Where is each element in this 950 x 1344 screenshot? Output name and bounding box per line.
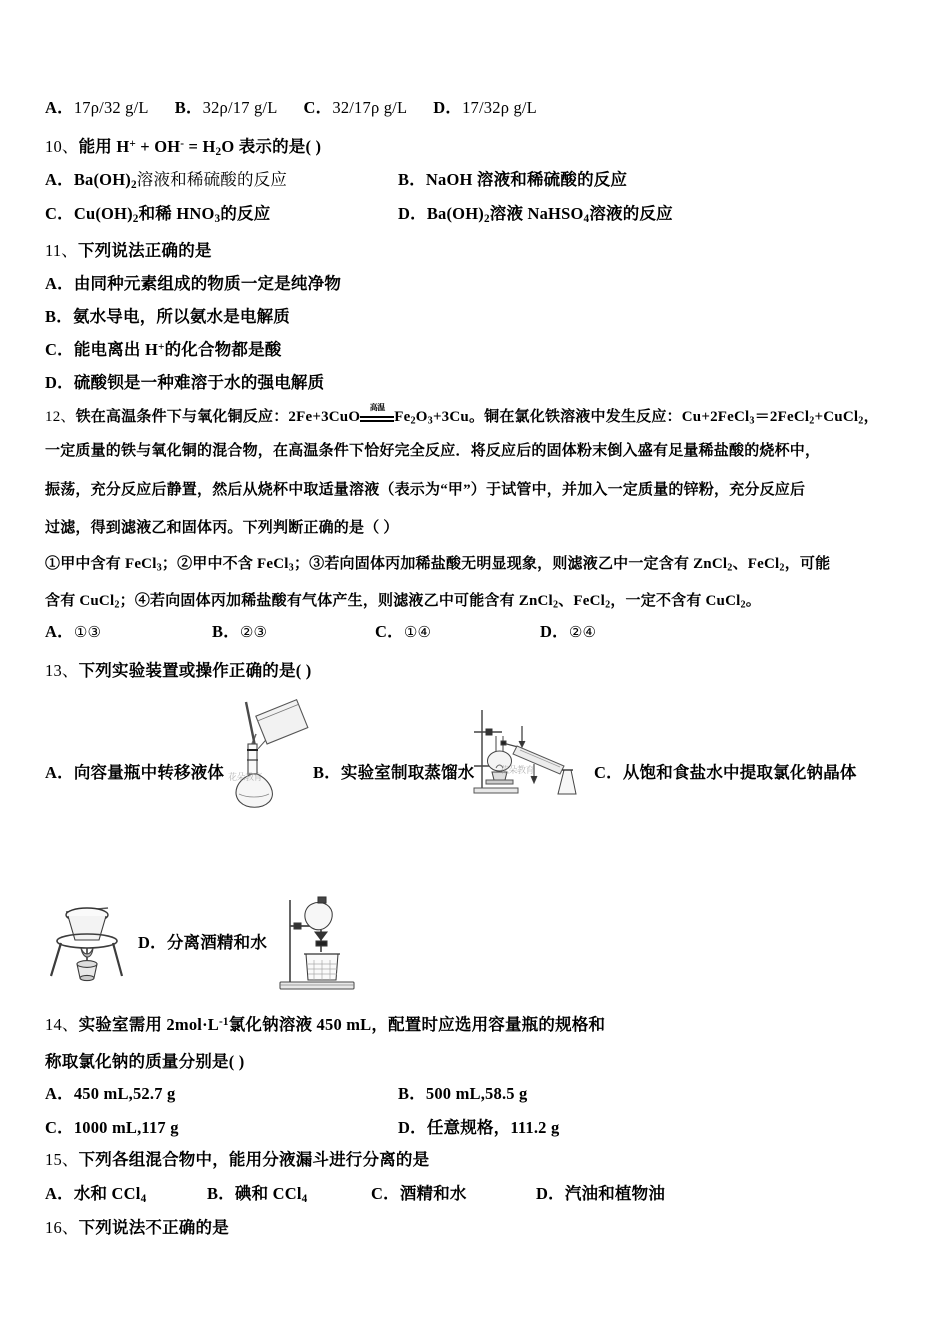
q11-stem [45,243,212,260]
q10-option-d-text1: Ba(OH) [426,204,484,223]
q10-option-b-text: NaOH 溶液和稀硫酸的反应 [425,170,628,189]
figure-volumetric-flask-transfer [222,698,314,813]
q14-option-d-text: 任意规格，111.2 g [426,1118,560,1137]
q13-option-b-text: 实验室制取蒸馏水 [340,763,475,782]
q15-option-b-label: B． [207,1184,235,1203]
q12-option-a-label: A． [45,622,74,641]
q10-option-c-text3: 的反应 [220,204,271,223]
q14-option-a-text: 450 mL,52.7 g [73,1084,176,1103]
q9-option-d-text: 17/32ρ g/L [462,98,537,117]
q14-number: 14、 [45,1015,79,1035]
q10-option-d-sub2: 4 [583,212,590,225]
q15-stem-text: 下列各组混合物中，能用分液漏斗进行分离的是 [78,1150,430,1169]
q12-line6-d: ，一定不含有 CuCl [610,593,741,609]
q13-option-d [138,935,267,952]
q10-sub-2: 2 [215,145,222,158]
q12-line1-f: +CuCl [814,409,859,425]
q11-option-b-text: 氨水导电，所以氨水是电解质 [72,307,291,326]
q11-option-a [45,276,341,293]
q12-stem-line1 [45,403,879,427]
q14-line2-text: 称取氯化钠的质量分别是( ) [45,1052,245,1071]
q15-option-b-text: 碘和 CCl [234,1184,302,1203]
q15-option-b-sub: 4 [301,1192,308,1205]
q12-line5-c-sub: 2 [727,562,733,574]
q10-option-b [398,172,627,189]
q11-stem-text: 下列说法正确的是 [78,241,212,260]
q10-stem-mid: + OH [135,137,181,157]
q12-line1-e: ＝2FeCl [754,409,810,425]
q12-line5-a-sub: 3 [156,562,162,574]
q13-option-c-label: C． [594,763,623,782]
q10-stem [45,139,321,158]
q14-option-d [398,1120,559,1137]
q12-line6-c: 、FeCl [558,593,606,609]
q12-line1-a: 铁在高温条件下与氧化铜反应：2Fe+3CuO [75,409,361,425]
q12-line5-d-sub: 2 [779,562,785,574]
q12-line1-e-sub: 2 [809,415,815,427]
q12-stem-line3 [45,483,805,498]
q13-stem [45,663,311,680]
figure-evaporating-dish-tripod [48,898,128,988]
q13-stem-text: 下列实验装置或操作正确的是( ) [78,661,312,680]
q11-number: 11、 [45,241,78,260]
q12-line5-a: ①甲中含有 FeCl [45,556,157,572]
q14-line1-b: 氯化钠溶液 450 mL，配置时应选用容量瓶的规格和 [228,1015,606,1035]
q15-stem [45,1152,429,1169]
q11-option-c-sup: + [158,341,165,353]
q14-option-a-label: A． [45,1084,74,1103]
q10-option-d-label: D． [398,204,427,223]
q10-option-a [45,172,287,191]
q14-stem-line1 [45,1017,605,1034]
q12-option-d-text: ②④ [568,623,597,641]
q15-option-a-text: 水和 CCl [73,1184,141,1203]
q10-option-a-sub: 2 [130,178,137,191]
q11-option-a-text: 由同种元素组成的物质一定是纯净物 [73,274,342,293]
q12-line1-d: +3Cu。铜在氯化铁溶液中发生反应：Cu+2FeCl [432,409,750,425]
q12-line5-e: ，可能 [784,556,831,572]
q9-option-a-text: 17ρ/32 g/L [73,98,149,117]
q12-option-a-text: ①③ [73,623,102,641]
q10-stem-pre: 能用 H [78,137,130,157]
q12-line1-c: O [415,409,428,425]
q12-option-b-text: ②③ [239,623,268,641]
high-temperature-reaction-arrow-icon [360,403,394,425]
q12-line1-b-sub: 2 [410,415,416,427]
q14-option-a [45,1086,175,1103]
q10-option-b-label: B． [398,170,426,189]
q10-option-d-text2: 溶液 NaHSO [489,204,584,223]
q12-line1-d-sub: 3 [749,415,755,427]
q13-number: 13、 [45,661,79,680]
q12-line3-text: 振荡，充分反应后静置，然后从烧杯中取适量溶液（表示为“甲”）于试管中，并加入一定质量的锌粉，充分反应后 [45,482,806,498]
q12-option-b [212,624,267,641]
q12-stem-line4 [45,521,399,536]
q14-option-b-text: 500 mL,58.5 g [425,1084,528,1103]
q12-option-c-label: C． [375,622,404,641]
q10-number: 10、 [45,137,79,157]
q16-number: 16、 [45,1218,79,1237]
q11-option-c-text2: 的化合物都是酸 [164,340,282,360]
q14-option-c [45,1120,179,1137]
q10-option-a-label: A． [45,170,74,189]
q12-line1-g: ， [863,409,879,425]
q14-line1-a: 实验室需用 2mol·L [78,1015,219,1035]
q16-stem [45,1220,229,1237]
q15-option-c-text: 酒精和水 [399,1184,467,1203]
q12-option-a [45,624,101,641]
q9-option-c-text: 32/17ρ g/L [332,98,407,117]
q12-line5-c: ；③若向固体丙加稀盐酸无明显现象，则滤液乙中一定含有 ZnCl [293,556,728,572]
q10-option-c-text1: Cu(OH) [73,204,133,223]
q10-option-d-text3: 溶液的反应 [589,204,673,223]
q15-option-c-label: C． [371,1184,400,1203]
q10-option-c-sub2: 3 [214,212,221,225]
figure-distillation-setup [472,706,584,806]
q11-option-c-label: C． [45,340,74,360]
q12-statement-line1 [45,557,830,574]
q12-line5-b: ；②甲中不含 FeCl [161,556,289,572]
q14-line1-sup: -1 [218,1016,229,1028]
q11-option-c [45,342,282,359]
q14-option-b [398,1086,528,1103]
q14-stem-line2 [45,1054,244,1071]
q10-option-c-sub1: 2 [132,212,139,225]
figure-separating-funnel-stand [278,896,364,996]
q15-option-a [45,1186,146,1205]
q12-stem-line2 [45,444,820,459]
q10-sup-plus: + [129,138,136,150]
q12-option-c-text: ①④ [403,623,432,641]
q13-option-a-label: A． [45,763,74,782]
q12-line6-b-sub: 2 [552,599,559,611]
q12-option-b-label: B． [212,622,240,641]
q10-stem-post: = H [184,137,216,157]
q15-option-b [207,1186,307,1205]
q10-stem-end: O 表示的是( ) [221,137,322,157]
q11-option-b [45,309,290,326]
q15-option-c [371,1186,467,1203]
q12-line6-a-sub: 2 [114,599,120,611]
q14-option-b-label: B． [398,1084,426,1103]
q14-option-d-label: D． [398,1118,427,1137]
q12-line4-text: 过滤，得到滤液乙和固体丙。下列判断正确的是（ ） [45,520,399,536]
q12-option-c [375,624,431,641]
figure-watermark-b: 花朵教育 [500,766,535,776]
q11-option-d-label: D． [45,373,74,392]
q10-option-c [45,206,270,225]
q11-option-c-text1: 能电离出 H [73,340,158,360]
q9-option-d-label: D． [433,98,463,117]
q15-option-d-label: D． [536,1184,565,1203]
q12-line2-text: 一定质量的铁与氧化铜的混合物，在高温条件下恰好完全反应．将反应后的固体粉末倒入盛有足量稀盐酸的烧杯中， [45,443,821,459]
q10-option-d [398,206,673,225]
q11-option-d [45,375,324,392]
q12-line1-c-sub: 3 [427,415,433,427]
q10-option-a-text1: Ba(OH) [73,170,131,189]
reaction-condition-label: 高温 [369,403,385,413]
q13-option-b [313,765,475,782]
q11-option-d-text: 硫酸钡是一种难溶于水的强电解质 [73,373,325,392]
q13-option-b-label: B． [313,763,341,782]
q12-line5-d: 、FeCl [732,556,780,572]
q12-line1-b: Fe [394,409,411,425]
q12-number: 12、 [45,409,76,425]
q9-option-c-label: C． [303,98,333,117]
q10-option-c-label: C． [45,204,74,223]
q12-line5-b-sub: 3 [288,562,294,574]
q14-option-c-text: 1000 mL,117 g [73,1118,179,1137]
q9-options-row [45,100,537,117]
q16-stem-text: 下列说法不正确的是 [78,1218,229,1237]
q9-option-a-label: A． [45,98,74,117]
q13-option-d-label: D． [138,933,167,952]
q12-option-d-label: D． [540,622,569,641]
figure-watermark: 花朵教育 [228,773,263,783]
q12-line6-e: 。 [745,593,761,609]
q12-line6-a: 含有 CuCl [45,593,115,609]
q15-option-d [536,1186,665,1203]
q15-option-d-text: 汽油和植物油 [564,1184,666,1203]
q13-option-a [45,765,224,782]
q12-option-d [540,624,596,641]
q12-line1-f-sub: 2 [858,415,864,427]
q14-option-c-label: C． [45,1118,74,1137]
q9-option-b-label: B． [174,98,203,117]
q13-option-d-text: 分离酒精和水 [166,933,268,952]
q13-option-c-text: 从饱和食盐水中提取氯化钠晶体 [622,763,857,782]
q12-line6-c-sub: 2 [605,599,611,611]
q12-line6-b: ；④若向固体丙加稀盐酸有气体产生，则滤液乙中可能含有 ZnCl [119,593,553,609]
q11-option-a-label: A． [45,274,74,293]
q15-option-a-sub: 4 [140,1192,147,1205]
q13-option-a-text: 向容量瓶中转移液体 [73,763,225,782]
q12-statement-line2 [45,594,761,611]
q10-option-c-text2: 和稀 HNO [138,204,215,223]
q10-sup-minus: - [180,138,185,150]
q9-option-b-text: 32ρ/17 g/L [202,98,277,117]
q11-option-b-label: B． [45,307,73,326]
q12-line6-d-sub: 2 [740,599,746,611]
q15-number: 15、 [45,1150,79,1169]
q13-option-c [594,765,857,782]
q10-option-a-text2: 溶液和稀硫酸的反应 [136,170,288,189]
q10-option-d-sub1: 2 [483,212,490,225]
q15-option-a-label: A． [45,1184,74,1203]
